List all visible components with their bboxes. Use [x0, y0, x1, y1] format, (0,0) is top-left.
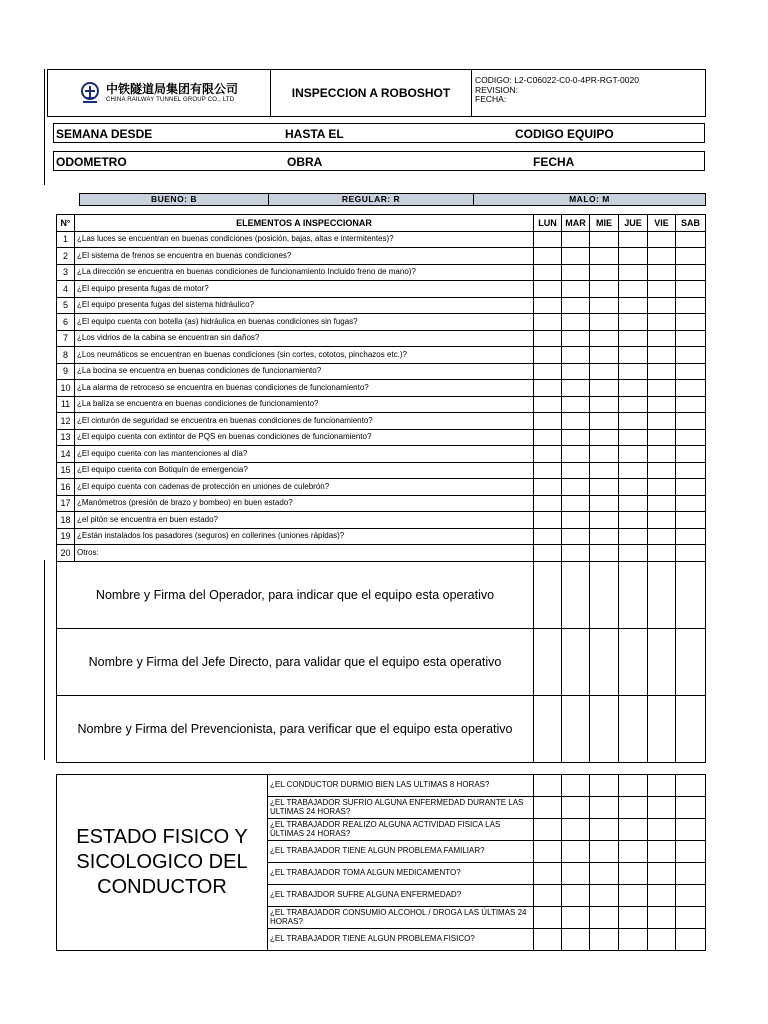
condition-check-cell[interactable] [534, 863, 562, 885]
check-cell[interactable] [648, 264, 676, 281]
item-text: ¿El equipo presenta fugas del sistema hidráulico? [75, 297, 534, 314]
signature-cell[interactable] [534, 561, 562, 628]
check-cell[interactable] [534, 363, 562, 380]
condition-check-cell[interactable] [619, 819, 648, 841]
check-cell[interactable] [676, 528, 706, 545]
condition-check-cell[interactable] [534, 841, 562, 863]
item-number: 7 [57, 330, 75, 347]
condition-check-cell[interactable] [534, 819, 562, 841]
check-cell[interactable] [648, 380, 676, 397]
check-cell[interactable] [562, 248, 590, 265]
check-cell[interactable] [648, 347, 676, 364]
table-row [57, 495, 706, 512]
item-text: ¿El equipo cuenta con las mantenciones al día? [75, 446, 534, 463]
fecha-label: FECHA [533, 155, 575, 169]
condition-check-cell[interactable] [676, 797, 706, 819]
check-cell[interactable] [534, 281, 562, 298]
item-text: ¿La baliza se encuentra en buenas condiciones de funcionamiento? [75, 396, 534, 413]
check-cell[interactable] [619, 248, 648, 265]
condition-check-cell[interactable] [590, 863, 619, 885]
check-cell[interactable] [619, 396, 648, 413]
check-cell[interactable] [676, 314, 706, 331]
check-cell[interactable] [619, 446, 648, 463]
condition-row [57, 775, 706, 797]
condition-check-cell[interactable] [590, 775, 619, 797]
company-logo-icon [80, 82, 100, 104]
check-cell[interactable] [534, 495, 562, 512]
company-logo-cell [48, 70, 271, 117]
check-cell[interactable] [676, 512, 706, 529]
check-cell[interactable] [676, 545, 706, 562]
condition-check-cell[interactable] [590, 819, 619, 841]
condition-check-cell[interactable] [676, 863, 706, 885]
item-number: 20 [57, 545, 75, 562]
check-cell[interactable] [590, 528, 619, 545]
check-cell[interactable] [619, 528, 648, 545]
signature-cell[interactable] [534, 628, 562, 695]
table-row [57, 281, 706, 298]
item-text: ¿Las luces se encuentran en buenas condiciones (posición, bajas, altas e intermitentes)? [75, 231, 534, 248]
condition-check-cell[interactable] [619, 797, 648, 819]
item-text: ¿La bocina se encuentra en buenas condiciones de funcionamiento? [75, 363, 534, 380]
check-cell[interactable] [619, 380, 648, 397]
condition-check-cell[interactable] [562, 885, 590, 907]
check-cell[interactable] [676, 396, 706, 413]
check-cell[interactable] [590, 479, 619, 496]
table-row [57, 528, 706, 545]
check-cell[interactable] [676, 248, 706, 265]
condition-check-cell[interactable] [534, 907, 562, 929]
item-text: Otros: [75, 545, 534, 562]
check-cell[interactable] [590, 396, 619, 413]
check-cell[interactable] [648, 495, 676, 512]
condition-check-cell[interactable] [562, 907, 590, 929]
condition-check-cell[interactable] [676, 819, 706, 841]
item-number: 9 [57, 363, 75, 380]
item-text: ¿El sistema de frenos se encuentra en buenas condiciones? [75, 248, 534, 265]
condition-check-cell[interactable] [648, 797, 676, 819]
check-cell[interactable] [590, 512, 619, 529]
column-header-day: SAB [676, 215, 706, 232]
condition-check-cell[interactable] [648, 775, 676, 797]
check-cell[interactable] [648, 545, 676, 562]
item-number: 14 [57, 446, 75, 463]
hasta-el-label: HASTA EL [285, 127, 344, 141]
signature-cell[interactable] [648, 561, 676, 628]
condition-check-cell[interactable] [590, 797, 619, 819]
check-cell[interactable] [534, 413, 562, 430]
check-cell[interactable] [619, 413, 648, 430]
condition-check-cell[interactable] [648, 885, 676, 907]
item-number: 2 [57, 248, 75, 265]
table-row [57, 314, 706, 331]
check-cell[interactable] [562, 264, 590, 281]
check-cell[interactable] [619, 297, 648, 314]
table-row [57, 297, 706, 314]
document-title: INSPECCION A ROBOSHOT [271, 70, 472, 117]
item-text: ¿Los vidrios de la cabina se encuentran sin daños? [75, 330, 534, 347]
condition-check-cell[interactable] [562, 819, 590, 841]
check-cell[interactable] [619, 281, 648, 298]
table-row [57, 380, 706, 397]
check-cell[interactable] [590, 330, 619, 347]
condition-check-cell[interactable] [619, 841, 648, 863]
check-cell[interactable] [590, 231, 619, 248]
column-header-number: N° [57, 215, 75, 232]
condition-question: ¿EL CONDUCTOR DURMIO BIEN LAS ULTIMAS 8 HORAS? [268, 775, 534, 797]
check-cell[interactable] [534, 330, 562, 347]
condition-check-cell[interactable] [534, 797, 562, 819]
table-row [57, 330, 706, 347]
condition-check-cell[interactable] [648, 819, 676, 841]
item-number: 4 [57, 281, 75, 298]
table-row [57, 429, 706, 446]
check-cell[interactable] [619, 347, 648, 364]
check-cell[interactable] [648, 429, 676, 446]
condition-check-cell[interactable] [648, 863, 676, 885]
check-cell[interactable] [590, 495, 619, 512]
check-cell[interactable] [590, 413, 619, 430]
item-number: 1 [57, 231, 75, 248]
condition-check-cell[interactable] [590, 885, 619, 907]
check-cell[interactable] [676, 446, 706, 463]
check-cell[interactable] [676, 413, 706, 430]
check-cell[interactable] [534, 231, 562, 248]
condition-check-cell[interactable] [676, 775, 706, 797]
check-cell[interactable] [562, 479, 590, 496]
signature-cell[interactable] [648, 628, 676, 695]
check-cell[interactable] [619, 429, 648, 446]
check-cell[interactable] [590, 297, 619, 314]
check-cell[interactable] [562, 528, 590, 545]
check-cell[interactable] [562, 396, 590, 413]
codigo-equipo-label: CODIGO EQUIPO [515, 127, 614, 141]
check-cell[interactable] [590, 380, 619, 397]
signature-cell[interactable] [590, 695, 619, 762]
condition-check-cell[interactable] [619, 863, 648, 885]
condition-check-cell[interactable] [534, 885, 562, 907]
check-cell[interactable] [648, 396, 676, 413]
item-text: ¿El cinturón de seguridad se encuentra en buenas condiciones de funcionamiento? [75, 413, 534, 430]
item-text: ¿Están instalados los pasadores (seguros) en collerines (uniones rápidas)? [75, 528, 534, 545]
item-text: ¿La alarma de retroceso se encuentra en buenas condiciones de funcionamiento? [75, 380, 534, 397]
signature-cell[interactable] [562, 695, 590, 762]
company-name-en: CHINA RAILWAY TUNNEL GROUP CO., LTD [105, 96, 235, 103]
check-cell[interactable] [590, 429, 619, 446]
check-cell[interactable] [590, 363, 619, 380]
document-revision: REVISION: [475, 84, 518, 95]
signature-cell[interactable] [676, 628, 706, 695]
check-cell[interactable] [590, 347, 619, 364]
check-cell[interactable] [619, 363, 648, 380]
condition-question: ¿EL TRABAJADOR CONSUMIO ALCOHOL / DROGA LAS ÚLTIMAS 24 HORAS? [268, 907, 534, 929]
item-text: ¿El equipo cuenta con cadenas de protección en uniones de culebrón? [75, 479, 534, 496]
check-cell[interactable] [590, 248, 619, 265]
check-cell[interactable] [648, 297, 676, 314]
check-cell[interactable] [619, 231, 648, 248]
item-text: ¿el pitón se encuentra en buen estado? [75, 512, 534, 529]
check-cell[interactable] [590, 545, 619, 562]
check-cell[interactable] [648, 413, 676, 430]
check-cell[interactable] [676, 462, 706, 479]
table-row [57, 264, 706, 281]
condition-check-cell[interactable] [562, 775, 590, 797]
check-cell[interactable] [676, 264, 706, 281]
obra-label: OBRA [287, 155, 323, 169]
check-cell[interactable] [562, 297, 590, 314]
check-cell[interactable] [534, 462, 562, 479]
table-row [57, 396, 706, 413]
rating-legend [79, 193, 706, 206]
condition-check-cell[interactable] [619, 775, 648, 797]
check-cell[interactable] [534, 446, 562, 463]
column-header-elements: ELEMENTOS A INSPECCIONAR [75, 215, 534, 232]
table-row [57, 231, 706, 248]
signature-cell[interactable] [619, 695, 648, 762]
check-cell[interactable] [562, 380, 590, 397]
check-cell[interactable] [619, 314, 648, 331]
condition-check-cell[interactable] [619, 885, 648, 907]
check-cell[interactable] [562, 231, 590, 248]
condition-check-cell[interactable] [676, 907, 706, 929]
condition-check-cell[interactable] [562, 929, 590, 951]
left-margin-line-bottom [44, 560, 45, 760]
check-cell[interactable] [648, 330, 676, 347]
signature-row [57, 561, 706, 628]
signature-cell[interactable] [648, 695, 676, 762]
document-codes [472, 70, 706, 117]
document-header [47, 69, 706, 117]
check-cell[interactable] [676, 231, 706, 248]
check-cell[interactable] [590, 462, 619, 479]
item-number: 5 [57, 297, 75, 314]
check-cell[interactable] [648, 446, 676, 463]
check-cell[interactable] [676, 479, 706, 496]
check-cell[interactable] [648, 231, 676, 248]
condition-check-cell[interactable] [676, 841, 706, 863]
inspection-table [56, 214, 706, 763]
item-text: ¿Manómetros (presión de brazo y bombeo) en buen estado? [75, 495, 534, 512]
condition-check-cell[interactable] [676, 885, 706, 907]
check-cell[interactable] [648, 512, 676, 529]
item-number: 3 [57, 264, 75, 281]
condition-check-cell[interactable] [562, 797, 590, 819]
condition-check-cell[interactable] [590, 841, 619, 863]
check-cell[interactable] [562, 347, 590, 364]
signature-cell[interactable] [676, 695, 706, 762]
check-cell[interactable] [590, 446, 619, 463]
item-number: 6 [57, 314, 75, 331]
condition-question: ¿EL TRABAJADOR TOMA ALGUN MEDICAMENTO? [268, 863, 534, 885]
check-cell[interactable] [562, 429, 590, 446]
check-cell[interactable] [534, 264, 562, 281]
column-header-day: LUN [534, 215, 562, 232]
condition-check-cell[interactable] [534, 775, 562, 797]
condition-question: ¿EL TRABAJADOR TIENE ALGUN PROBLEMA FAMILIAR? [268, 841, 534, 863]
condition-check-cell[interactable] [590, 907, 619, 929]
check-cell[interactable] [562, 446, 590, 463]
condition-question: ¿EL TRABAJADOR TIENE ALGUN PROBLEMA FISICO? [268, 929, 534, 951]
check-cell[interactable] [648, 528, 676, 545]
check-cell[interactable] [562, 545, 590, 562]
item-text: ¿Los neumáticos se encuentran en buenas condiciones (sin cortes, cototos, pinchazos etc.)? [75, 347, 534, 364]
check-cell[interactable] [676, 429, 706, 446]
signature-label: Nombre y Firma del Prevencionista, para verificar que el equipo esta operativo [57, 695, 534, 762]
check-cell[interactable] [534, 479, 562, 496]
table-row [57, 248, 706, 265]
item-number: 18 [57, 512, 75, 529]
condition-check-cell[interactable] [562, 863, 590, 885]
check-cell[interactable] [590, 264, 619, 281]
check-cell[interactable] [590, 281, 619, 298]
check-cell[interactable] [676, 363, 706, 380]
check-cell[interactable] [648, 248, 676, 265]
condition-check-cell[interactable] [648, 929, 676, 951]
condition-check-cell[interactable] [562, 841, 590, 863]
signature-cell[interactable] [590, 628, 619, 695]
check-cell[interactable] [648, 363, 676, 380]
check-cell[interactable] [534, 380, 562, 397]
check-cell[interactable] [619, 479, 648, 496]
check-cell[interactable] [534, 545, 562, 562]
check-cell[interactable] [562, 363, 590, 380]
condition-check-cell[interactable] [619, 907, 648, 929]
condition-check-cell[interactable] [619, 929, 648, 951]
check-cell[interactable] [534, 347, 562, 364]
signature-label: Nombre y Firma del Jefe Directo, para validar que el equipo esta operativo [57, 628, 534, 695]
column-header-day: JUE [619, 215, 648, 232]
check-cell[interactable] [619, 495, 648, 512]
table-header-row [57, 215, 706, 232]
item-number: 12 [57, 413, 75, 430]
condition-check-cell[interactable] [676, 929, 706, 951]
item-text: ¿La dirección se encuentra en buenas condiciones de funcionamiento Incluido freno de mano)? [75, 264, 534, 281]
item-number: 19 [57, 528, 75, 545]
column-header-day: MIE [590, 215, 619, 232]
check-cell[interactable] [534, 248, 562, 265]
table-row [57, 462, 706, 479]
signature-row [57, 628, 706, 695]
check-cell[interactable] [676, 281, 706, 298]
condition-check-cell[interactable] [648, 841, 676, 863]
legend-regular: REGULAR: R [269, 194, 474, 206]
item-number: 13 [57, 429, 75, 446]
check-cell[interactable] [648, 281, 676, 298]
info-row-odometer [53, 151, 705, 171]
item-text: ¿El equipo cuenta con extintor de PQS en buenas condiciones de funcionamiento? [75, 429, 534, 446]
signature-cell[interactable] [676, 561, 706, 628]
signature-cell[interactable] [590, 561, 619, 628]
check-cell[interactable] [619, 512, 648, 529]
column-header-day: VIE [648, 215, 676, 232]
condition-check-cell[interactable] [648, 907, 676, 929]
signature-cell[interactable] [562, 561, 590, 628]
semana-desde-label: SEMANA DESDE [56, 127, 153, 141]
check-cell[interactable] [676, 347, 706, 364]
check-cell[interactable] [534, 297, 562, 314]
document-date: FECHA: [475, 94, 507, 104]
check-cell[interactable] [534, 396, 562, 413]
odometro-label: ODOMETRO [56, 155, 127, 169]
check-cell[interactable] [676, 330, 706, 347]
table-row [57, 363, 706, 380]
left-margin-line-top [44, 69, 45, 185]
check-cell[interactable] [619, 545, 648, 562]
check-cell[interactable] [619, 462, 648, 479]
check-cell[interactable] [562, 330, 590, 347]
condition-question: ¿EL TRABAJADOR REALIZO ALGUNA ACTIVIDAD FISICA LAS ÚLTIMAS 24 HORAS? [268, 819, 534, 841]
signature-cell[interactable] [534, 695, 562, 762]
item-number: 17 [57, 495, 75, 512]
driver-condition-table [56, 774, 706, 951]
signature-cell[interactable] [619, 628, 648, 695]
table-row [57, 413, 706, 430]
check-cell[interactable] [648, 479, 676, 496]
item-number: 15 [57, 462, 75, 479]
item-text: ¿El equipo cuenta con botella (as) hidráulica en buenas condiciones sin fugas? [75, 314, 534, 331]
check-cell[interactable] [562, 281, 590, 298]
check-cell[interactable] [619, 330, 648, 347]
check-cell[interactable] [562, 314, 590, 331]
check-cell[interactable] [648, 462, 676, 479]
check-cell[interactable] [562, 413, 590, 430]
check-cell[interactable] [648, 314, 676, 331]
condition-check-cell[interactable] [590, 929, 619, 951]
condition-question: ¿EL TRABAJADOR SUFRIO ALGUNA ENFERMEDAD DURANTE LAS ULTIMAS 24 HORAS? [268, 797, 534, 819]
check-cell[interactable] [534, 512, 562, 529]
table-row [57, 512, 706, 529]
check-cell[interactable] [534, 314, 562, 331]
check-cell[interactable] [562, 512, 590, 529]
check-cell[interactable] [590, 314, 619, 331]
table-row [57, 545, 706, 562]
check-cell[interactable] [676, 297, 706, 314]
check-cell[interactable] [562, 495, 590, 512]
signature-label: Nombre y Firma del Operador, para indicar que el equipo esta operativo [57, 561, 534, 628]
check-cell[interactable] [619, 264, 648, 281]
check-cell[interactable] [676, 380, 706, 397]
table-row [57, 347, 706, 364]
check-cell[interactable] [534, 429, 562, 446]
check-cell[interactable] [534, 528, 562, 545]
legend-malo: MALO: M [474, 194, 706, 206]
item-text: ¿El equipo cuenta con Botiquín de emergencia? [75, 462, 534, 479]
condition-check-cell[interactable] [534, 929, 562, 951]
check-cell[interactable] [562, 462, 590, 479]
info-row-week [53, 123, 705, 143]
condition-section-title: ESTADO FISICO Y SICOLOGICO DEL CONDUCTOR [57, 775, 268, 951]
item-number: 16 [57, 479, 75, 496]
check-cell[interactable] [676, 495, 706, 512]
item-number: 11 [57, 396, 75, 413]
column-header-day: MAR [562, 215, 590, 232]
document-code: CODIGO: L2-C06022-C0-0-4PR-RGT-0020 [475, 75, 639, 85]
item-number: 8 [57, 347, 75, 364]
item-number: 10 [57, 380, 75, 397]
signature-cell[interactable] [562, 628, 590, 695]
company-name-cn: 中铁隧道局集团有限公司 [105, 81, 238, 96]
signature-row [57, 695, 706, 762]
condition-question: ¿EL TRABAJDOR SUFRE ALGUNA ENFERMEDAD? [268, 885, 534, 907]
table-row [57, 479, 706, 496]
legend-bueno: BUENO: B [80, 194, 269, 206]
table-row [57, 446, 706, 463]
item-text: ¿El equipo presenta fugas de motor? [75, 281, 534, 298]
signature-cell[interactable] [619, 561, 648, 628]
